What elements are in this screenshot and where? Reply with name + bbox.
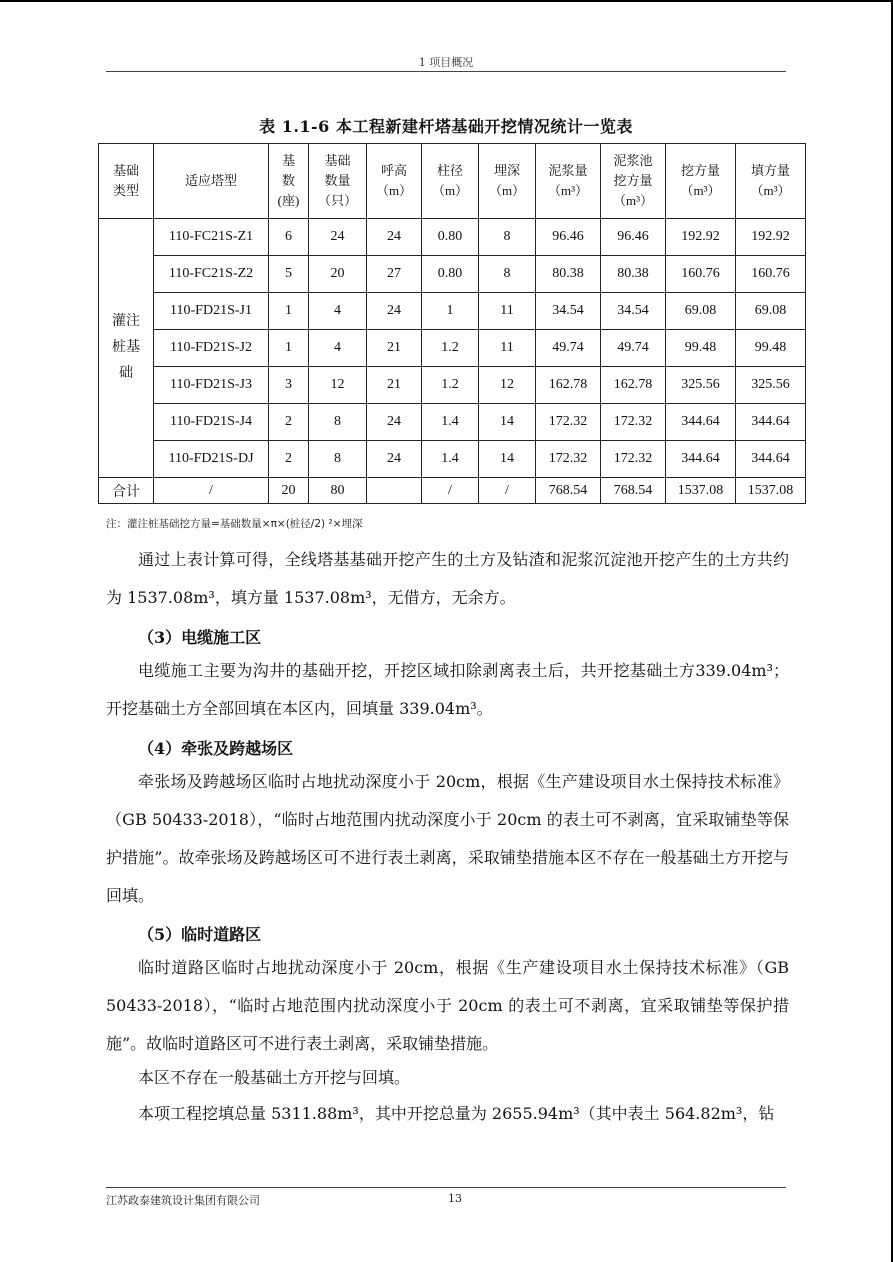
- table-cell: /: [479, 478, 536, 504]
- table-cell: 8: [309, 441, 367, 478]
- paragraph: 通过上表计算可得，全线塔基基础开挖产生的土方及钻渣和泥浆沉淀池开挖产生的土方共约为 1537.08m³，填方量 1537.08m³，无借方，无余方。: [106, 550, 789, 607]
- table-cell: 160.76: [736, 256, 806, 293]
- table-cell: 110-FD21S-DJ: [154, 441, 269, 478]
- table-cell: 1.4: [422, 404, 479, 441]
- table-cell: 110-FD21S-J3: [154, 367, 269, 404]
- column-header: 基础 类型: [99, 144, 154, 219]
- table-cell: 1.4: [422, 441, 479, 478]
- column-header: 泥浆量 （m³）: [536, 144, 601, 219]
- table-cell: 344.64: [666, 441, 736, 478]
- table-cell: 2: [269, 441, 309, 478]
- table-total-row: [99, 478, 806, 504]
- table-cell: 110-FC21S-Z2: [154, 256, 269, 293]
- table-cell: 20: [309, 256, 367, 293]
- running-header: 1 项目概况: [418, 56, 474, 69]
- table-cell: 325.56: [666, 367, 736, 404]
- table-cell: 110-FC21S-Z1: [154, 219, 269, 256]
- table-cell: 5: [269, 256, 309, 293]
- paragraph: 电缆施工主要为沟井的基础开挖，开挖区域扣除剥离表土后，共开挖基础土方339.04m³；开挖基础土方全部回填在本区内，回填量 339.04m³。: [106, 661, 789, 718]
- group-label-cell: 灌注 桩基 础: [99, 219, 154, 478]
- table-cell: 8: [309, 404, 367, 441]
- footer-company: 江苏政泰建筑设计集团有限公司: [106, 1194, 260, 1207]
- table-cell: /: [422, 478, 479, 504]
- table-cell: 24: [367, 219, 422, 256]
- table-cell: 96.46: [601, 219, 666, 256]
- table-cell: 14: [479, 404, 536, 441]
- page-number: 13: [448, 1192, 462, 1205]
- table-cell: 1.2: [422, 367, 479, 404]
- column-header: 柱径 （m）: [422, 144, 479, 219]
- table-cell: 172.32: [601, 404, 666, 441]
- table-title: 表 1.1-6 本工程新建杆塔基础开挖情况统计一览表: [259, 117, 633, 136]
- table-cell: 27: [367, 256, 422, 293]
- section-heading: （5）临时道路区: [138, 925, 262, 944]
- table-cell: 96.46: [536, 219, 601, 256]
- table-cell: 合计: [99, 478, 154, 504]
- table-cell: 11: [479, 330, 536, 367]
- table-cell: 24: [309, 219, 367, 256]
- table-cell: 344.64: [736, 404, 806, 441]
- footer-rule: [106, 1187, 786, 1188]
- table-cell: 12: [479, 367, 536, 404]
- table-header-row: [99, 144, 806, 219]
- table-row: [99, 404, 806, 441]
- table-note: 注：灌注桩基础挖方量=基础数量×π×(桩径/2) ²×埋深: [106, 518, 363, 530]
- table-cell: 1537.08: [736, 478, 806, 504]
- column-header: 呼高 （m）: [367, 144, 422, 219]
- table-cell: 344.64: [666, 404, 736, 441]
- table-cell: 49.74: [536, 330, 601, 367]
- table-cell: 0.80: [422, 256, 479, 293]
- column-header: 埋深 （m）: [479, 144, 536, 219]
- table-cell: 12: [309, 367, 367, 404]
- table-cell: 21: [367, 367, 422, 404]
- table-cell: 1: [269, 330, 309, 367]
- column-header: 基 数 (座): [269, 144, 309, 219]
- table-cell: 49.74: [601, 330, 666, 367]
- table-cell: 768.54: [601, 478, 666, 504]
- table-cell: 24: [367, 441, 422, 478]
- table-cell: 325.56: [736, 367, 806, 404]
- table-cell: 21: [367, 330, 422, 367]
- table-cell: 4: [309, 293, 367, 330]
- table-cell: 162.78: [601, 367, 666, 404]
- table-cell: 192.92: [666, 219, 736, 256]
- paragraph: 牵张场及跨越场区临时占地扰动深度小于 20cm，根据《生产建设项目水土保持技术标准》（GB 50433-2018），“临时占地范围内扰动深度小于 20cm 的表土可不剥离，宜采取铺垫等保护措施”。故牵张场及跨越场区可不进行表土剥离，采取铺垫措施本区不存在一般基础土方开挖与回填。: [106, 772, 789, 905]
- page-border-top: [0, 0, 893, 2]
- section-heading: （3）电缆施工区: [138, 628, 262, 647]
- table-cell: 14: [479, 441, 536, 478]
- table-cell: 80: [309, 478, 367, 504]
- table-cell: 6: [269, 219, 309, 256]
- table-cell: 11: [479, 293, 536, 330]
- table-cell: 80.38: [601, 256, 666, 293]
- table-cell: /: [154, 478, 269, 504]
- table-cell: 34.54: [536, 293, 601, 330]
- table-cell: 110-FD21S-J1: [154, 293, 269, 330]
- table-cell: 1.2: [422, 330, 479, 367]
- table-cell: 99.48: [736, 330, 806, 367]
- table-row: [99, 330, 806, 367]
- table-cell: 99.48: [666, 330, 736, 367]
- table-cell: 110-FD21S-J4: [154, 404, 269, 441]
- table-cell: 80.38: [536, 256, 601, 293]
- table-cell: 1: [422, 293, 479, 330]
- table-cell: 172.32: [536, 441, 601, 478]
- table-cell: 69.08: [736, 293, 806, 330]
- table-cell: 344.64: [736, 441, 806, 478]
- paragraph: 本区不存在一般基础土方开挖与回填。: [138, 1068, 411, 1087]
- column-header: 适应塔型: [154, 144, 269, 219]
- table-cell: 69.08: [666, 293, 736, 330]
- table-cell: 172.32: [601, 441, 666, 478]
- table-cell: 24: [367, 293, 422, 330]
- table-cell: 172.32: [536, 404, 601, 441]
- table-cell: 1: [269, 293, 309, 330]
- table-row: [99, 441, 806, 478]
- paragraph: 临时道路区临时占地扰动深度小于 20cm，根据《生产建设项目水土保持技术标准》（GB 50433-2018），“临时占地范围内扰动深度小于 20cm 的表土可不剥离，宜采取铺垫等保护措施”。故临时道路区可不进行表土剥离，采取铺垫措施。: [106, 958, 789, 1053]
- column-header: 挖方量 （m³）: [666, 144, 736, 219]
- table-cell: 110-FD21S-J2: [154, 330, 269, 367]
- table-cell: 162.78: [536, 367, 601, 404]
- table-cell: 4: [309, 330, 367, 367]
- table-cell: 1537.08: [666, 478, 736, 504]
- table-body: [99, 219, 806, 504]
- column-header: 泥浆池 挖方量 （m³）: [601, 144, 666, 219]
- section-heading: （4）牵张及跨越场区: [138, 739, 294, 758]
- table-cell: 8: [479, 256, 536, 293]
- table-cell: 8: [479, 219, 536, 256]
- column-header: 填方量 （m³）: [736, 144, 806, 219]
- table-row: [99, 256, 806, 293]
- paragraph: 本项工程挖填总量 5311.88m³，其中开挖总量为 2655.94m³（其中表土 564.82m³，钻: [138, 1104, 775, 1123]
- header-rule: [106, 71, 786, 72]
- table-cell: 24: [367, 404, 422, 441]
- table-row: [99, 219, 806, 256]
- table-cell: 768.54: [536, 478, 601, 504]
- table-cell: 3: [269, 367, 309, 404]
- table-row: [99, 367, 806, 404]
- column-header: 基础 数量 （只）: [309, 144, 367, 219]
- table-cell: 160.76: [666, 256, 736, 293]
- table-cell: 34.54: [601, 293, 666, 330]
- table-row: [99, 293, 806, 330]
- table-cell: 0.80: [422, 219, 479, 256]
- table-cell: 192.92: [736, 219, 806, 256]
- table-cell: [367, 478, 422, 504]
- table-cell: 2: [269, 404, 309, 441]
- excavation-stats-table: [98, 143, 806, 504]
- table-cell: 20: [269, 478, 309, 504]
